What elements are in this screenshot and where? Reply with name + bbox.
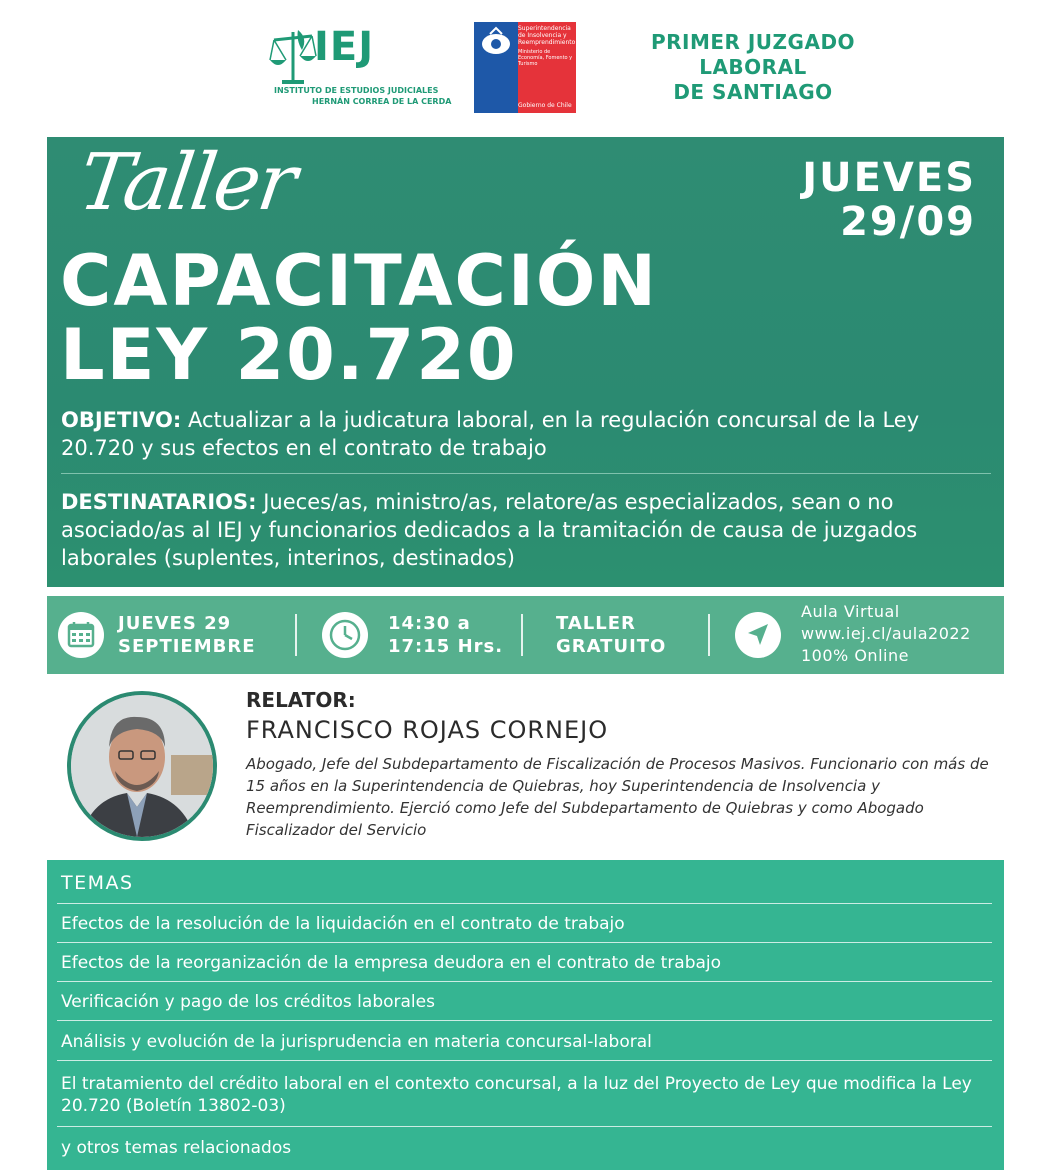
info-location: [801, 601, 971, 667]
gov-footer-text: Gobierno de Chile: [518, 102, 572, 109]
topic-divider: [57, 1126, 992, 1127]
info-time-line1: 14:30 a: [388, 613, 471, 634]
topic-divider: [57, 942, 992, 943]
court-line-1: PRIMER JUZGADO: [650, 30, 856, 54]
topics-title: TEMAS: [61, 872, 134, 894]
court-line-3: DE SANTIAGO: [673, 80, 833, 104]
scales-of-justice-icon: [268, 26, 318, 88]
event-day: JUEVES: [802, 155, 976, 201]
info-cost-line1: TALLER: [556, 613, 636, 634]
court-line-2: LABORAL: [699, 55, 807, 79]
audience-paragraph: [61, 488, 991, 572]
topic-divider: [57, 1020, 992, 1021]
event-date: 29/09: [840, 199, 976, 245]
court-name: [620, 30, 886, 105]
topics-panel: [47, 860, 1004, 1170]
info-cost-line2: GRATUITO: [556, 636, 667, 657]
clock-icon: [322, 612, 368, 658]
topic-item: El tratamiento del crédito laboral en el contexto concursal, a la luz del Proyecto de Ley que modifica la Ley 20.720 (Boletín 13802-03): [61, 1074, 972, 1116]
main-title-line2: LEY 20.720: [60, 314, 518, 396]
topic-divider: [57, 981, 992, 982]
gov-ministry-name: Ministerio de Economía, Fomento y Turismo: [518, 49, 573, 67]
info-separator: [295, 614, 297, 656]
objective-text: Actualizar a la judicatura laboral, en la regulación concursal de la Ley 20.720 y sus efectos en el contrato de trabajo: [61, 408, 920, 460]
iej-acronym: IEJ: [314, 24, 375, 70]
info-separator: [708, 614, 710, 656]
info-bar: [47, 596, 1004, 674]
info-cost: [556, 612, 666, 658]
audience-text: Jueces/as, ministro/as, relatore/as especializados, sean o no asociado/as al IEJ y funcionarios dedicados a la tramitación de causa de juzgados laborales (suplentes, interinos, destinados): [61, 490, 918, 570]
info-date-line2: SEPTIEMBRE: [118, 636, 256, 657]
iej-logo: [268, 22, 452, 112]
calendar-icon: [58, 612, 104, 658]
info-location-line1: Aula Virtual: [801, 602, 900, 621]
topic-divider: [57, 903, 992, 904]
audience-label: DESTINATARIOS:: [61, 490, 257, 514]
government-logo: [474, 22, 576, 113]
info-location-line3: 100% Online: [801, 646, 909, 665]
info-time-line2: 17:15 Hrs.: [388, 636, 504, 657]
main-title-line1: CAPACITACIÓN: [60, 240, 659, 322]
speaker-photo: [67, 691, 217, 841]
script-title: Taller: [73, 138, 301, 228]
info-date: [118, 612, 256, 658]
iej-name-line2: HERNÁN CORREA DE LA CERDA: [312, 97, 452, 106]
topic-item: Efectos de la reorganización de la empresa deudora en el contrato de trabajo: [61, 953, 722, 973]
topic-item: Efectos de la resolución de la liquidación en el contrato de trabajo: [61, 914, 625, 934]
info-separator: [521, 614, 523, 656]
info-location-url[interactable]: www.iej.cl/aula2022: [801, 624, 971, 643]
event-date-large: [760, 156, 976, 244]
topic-item: Análisis y evolución de la jurisprudencia en materia concursal-laboral: [61, 1032, 652, 1052]
iej-name-line1: INSTITUTO DE ESTUDIOS JUDICIALES: [274, 86, 439, 95]
topic-item: y otros temas relacionados: [61, 1138, 292, 1158]
topic-item: Verificación y pago de los créditos laborales: [61, 992, 435, 1012]
info-time: [388, 612, 503, 658]
speaker-bio: Abogado, Jefe del Subdepartamento de Fiscalización de Procesos Masivos. Funcionario con más de 15 años en la Superintendencia de Quiebras, hoy Superintendencia de Insolvencia y Reemprendimiento. Ejerció como Jefe del Subdepartamento de Quiebras y como Abogado Fiscalizador del Servicio: [246, 755, 989, 839]
topic-divider: [57, 1060, 992, 1061]
banner-divider: [61, 473, 991, 474]
objective-paragraph: [61, 406, 991, 462]
speaker-label: RELATOR:: [246, 688, 356, 712]
speaker-name: FRANCISCO ROJAS CORNEJO: [246, 716, 609, 744]
objective-label: OBJETIVO:: [61, 408, 182, 432]
navigation-arrow-icon: [735, 612, 781, 658]
gov-agency-name: Superintendencia de Insolvencia y Reemprendimiento: [518, 25, 576, 46]
info-date-line1: JUEVES 29: [118, 613, 232, 634]
